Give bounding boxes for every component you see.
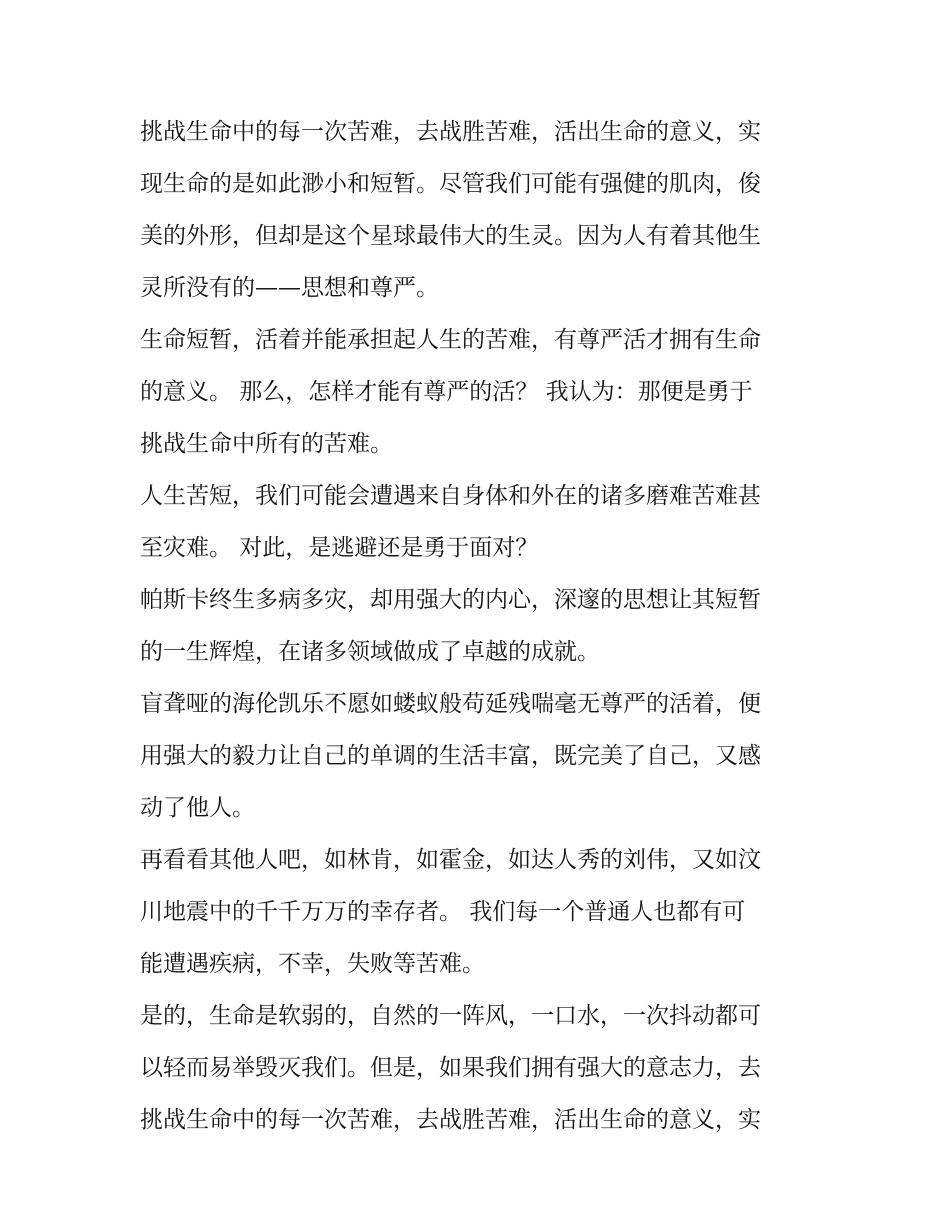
text-line: 至灾难。 对此，是逃避还是勇于面对？: [140, 535, 539, 561]
text-line: 以轻而易举毁灭我们。但是，如果我们拥有强大的意志力，去: [140, 1055, 761, 1081]
text-line: 人生苦短，我们可能会遭遇来自身体和外在的诸多磨难苦难甚: [140, 483, 761, 509]
text-line: 的一生辉煌，在诸多领域做成了卓越的成就。: [140, 639, 600, 665]
body-text: [140, 106, 820, 1146]
text-line: 能遭遇疾病，不幸，失败等苦难。: [140, 951, 485, 977]
text-line: 生命短暂，活着并能承担起人生的苦难，有尊严活才拥有生命: [140, 327, 761, 353]
text-line: 用强大的毅力让自己的单调的生活丰富，既完美了自己，又感: [140, 743, 761, 769]
text-line: 挑战生命中的每一次苦难，去战胜苦难，活出生命的意义，实: [140, 119, 761, 145]
text-line: 美的外形，但却是这个星球最伟大的生灵。因为人有着其他生: [140, 223, 761, 249]
text-line: 盲聋哑的海伦凯乐不愿如蝼蚁般苟延残喘毫无尊严的活着，便: [140, 691, 761, 717]
text-line: 是的，生命是软弱的，自然的一阵风，一口水，一次抖动都可: [140, 1003, 761, 1029]
text-line: 现生命的是如此渺小和短暂。尽管我们可能有强健的肌肉，俊: [140, 171, 761, 197]
text-line: 帕斯卡终生多病多灾，却用强大的内心，深邃的思想让其短暂: [140, 587, 761, 613]
text-line: 再看看其他人吧，如林肯，如霍金，如达人秀的刘伟，又如汶: [140, 847, 761, 873]
text-line: 川地震中的千千万万的幸存者。 我们每一个普通人也都有可: [140, 899, 746, 925]
text-line: 挑战生命中的每一次苦难，去战胜苦难，活出生命的意义，实: [140, 1107, 761, 1133]
text-line: 挑战生命中所有的苦难。: [140, 431, 393, 457]
text-line: 动了他人。: [140, 795, 255, 821]
text-line: 灵所没有的——思想和尊严。: [140, 275, 439, 301]
text-line: 的意义。 那么，怎样才能有尊严的活？ 我认为：那便是勇于: [140, 379, 753, 405]
